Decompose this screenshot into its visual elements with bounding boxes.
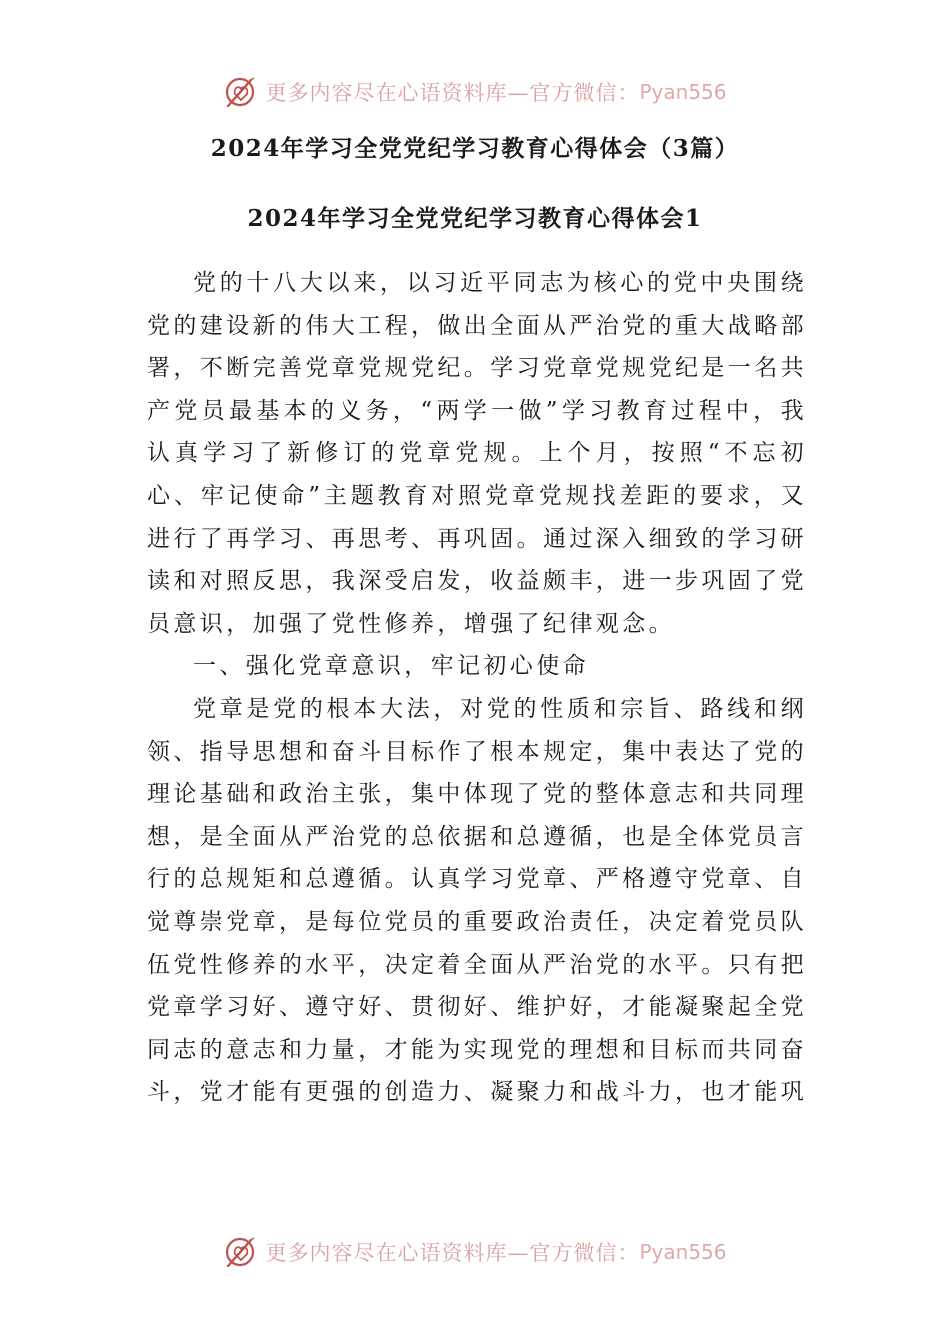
pen-heart-logo-icon xyxy=(223,1234,259,1270)
body-paragraph: 党章是党的根本大法，对党的性质和宗旨、路线和纲领、指导思想和奋斗目标作了根本规定，集中表达了党的理论基础和政治主张，集中体现了党的整体意志和共同理想，是全面从严治党的总依据和总遵循，也是全体党员言行的总规矩和总遵循。认真学习党章、严格遵守党章、自觉尊崇党章，是每位党员的重要政治责任，决定着党员队伍党性修养的水平，决定着全面从严治党的水平。只有把党章学习好、遵守好、贯彻好、维护好，才能凝聚起全党同志的意志和力量，才能为实现党的理想和目标而共同奋斗，党才能有更强的创造力、凝聚力和战斗力，也才能巩 xyxy=(147,695,807,1106)
header-watermark xyxy=(0,72,950,112)
watermark-wechat-id: Pyan556 xyxy=(639,1240,727,1264)
body-paragraph: 党的十八大以来，以习近平同志为核心的党中央围绕党的建设新的伟大工程，做出全面从严治党的重大战略部署，不断完善党章党规党纪。学习党章党规党纪是一名共产党员最基本的义务，“两学一做”学习教育过程中，我认真学习了新修订的党章党规。上个月，按照“不忘初心、牢记使命”主题教育对照党章党规找差距的要求，又进行了再学习、再思考、再巩固。通过深入细致的学习研读和对照反思，我深受启发，收益颇丰，进一步巩固了党员意识，加强了党性修养，增强了纪律观念。 xyxy=(147,270,807,637)
pen-heart-logo-icon xyxy=(223,74,259,110)
watermark-wechat-id: Pyan556 xyxy=(639,80,727,104)
watermark-text: 更多内容尽在心语资料库—官方微信： xyxy=(265,1241,640,1265)
document-body xyxy=(147,262,807,1114)
section-heading: 一、强化党章意识，牢记初心使命 xyxy=(193,653,589,680)
document-title: 2024年学习全党党纪学习教育心得体会（3篇） xyxy=(210,135,740,162)
watermark-text: 更多内容尽在心语资料库—官方微信： xyxy=(265,81,640,105)
section-title: 2024年学习全党党纪学习教育心得体会1 xyxy=(247,205,703,232)
footer-watermark xyxy=(0,1232,950,1272)
